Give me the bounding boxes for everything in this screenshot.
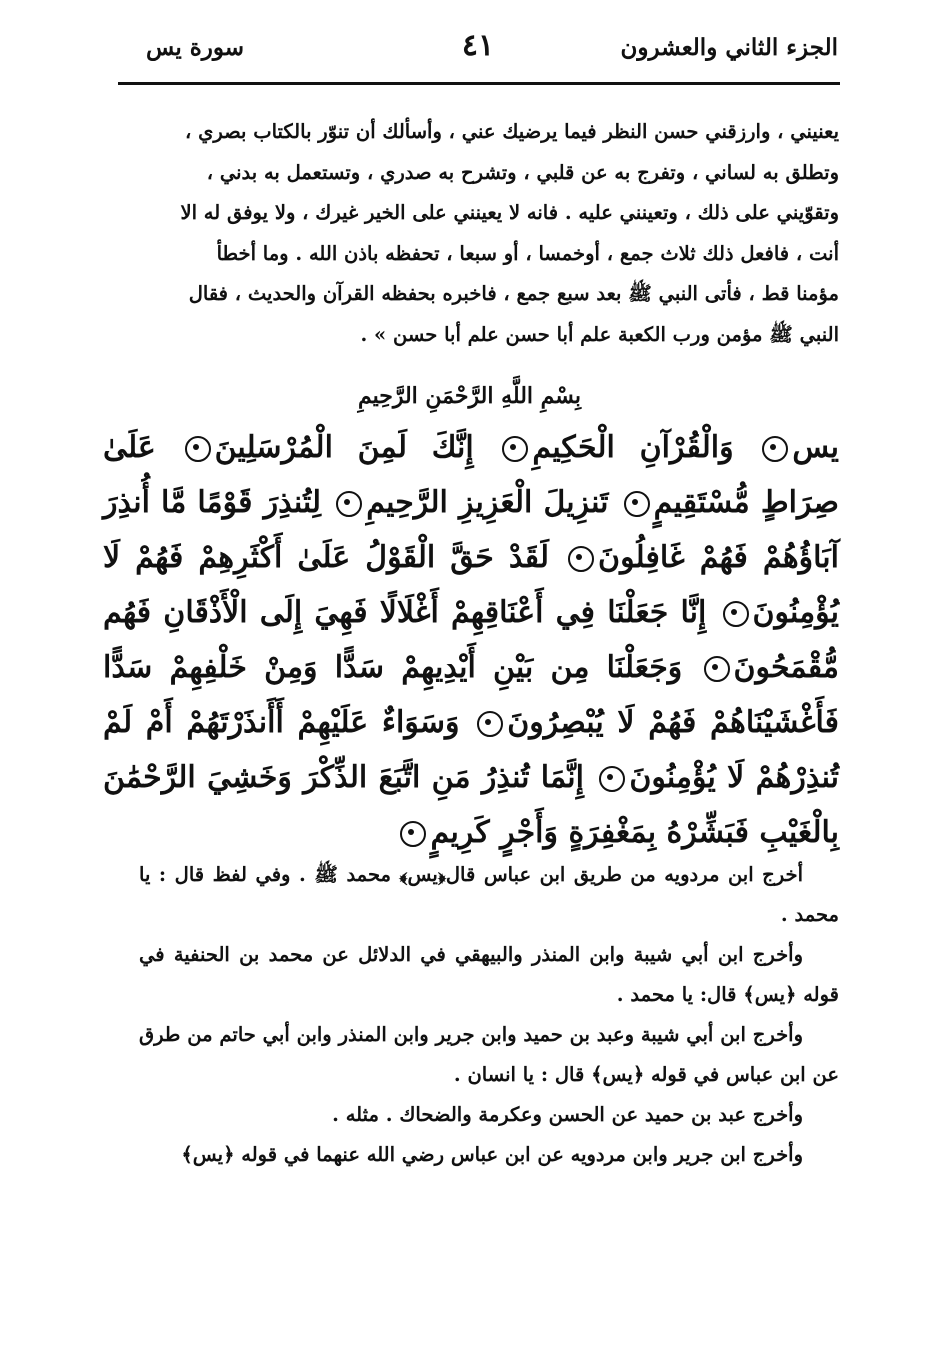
- text-line: يعنيني ، وارزقني حسن النظر فيما يرضيك عني ، وأسألك أن تنوّر بالكتاب بصري ،: [185, 120, 839, 143]
- ayah-text: وَجَعَلْنَا مِن بَيْنِ أَيْدِيهِمْ سَدًّا وَمِنْ خَلْفِهِمْ سَدًّا فَأَغْشَيْنَاهُمْ فَهُمْ لَا يُبْصِرُونَ: [103, 650, 840, 740]
- text-line: أنت ، فافعل ذلك ثلاث جمع ، أوخمسا ، أو سبعا ، تحفظه باذن الله . وما أخطأ: [216, 241, 839, 265]
- ayah-text: عَلَىٰ صِرَاطٍ مُّسْتَقِيمٍ: [103, 430, 839, 520]
- ayah-text: تَنزِيلَ الْعَزِيزِ الرَّحِيمِ: [366, 485, 609, 520]
- ayah-end-icon: [762, 436, 788, 462]
- ayah-text: يس: [792, 430, 839, 465]
- ayah-end-icon: [477, 711, 503, 737]
- commentary-paragraph: وأخرج عبد بن حميد عن الحسن وعكرمة والضحاك . مثله .: [332, 1103, 803, 1126]
- surah-title: سورة يس: [146, 34, 245, 61]
- ayah-end-icon: [502, 436, 528, 462]
- ayah-end-icon: [599, 766, 625, 792]
- ayah-text: إِنَّمَا تُنذِرُ مَنِ اتَّبَعَ الذِّكْرَ وَخَشِيَ الرَّحْمَٰنَ بِالْغَيْبِ فَبَشِّرْهُ بِمَغْفِرَةٍ وَأَجْرٍ كَرِيمٍ: [103, 760, 839, 850]
- ayah-end-icon: [723, 601, 749, 627]
- ayah-text: وَسَوَاءٌ عَلَيْهِمْ أَأَنذَرْتَهُمْ أَمْ لَمْ تُنذِرْهُمْ لَا يُؤْمِنُونَ: [103, 705, 839, 795]
- ayah-end-icon: [400, 821, 426, 847]
- page-header: [118, 28, 838, 74]
- basmala: بِسْمِ اللَّهِ الرَّحْمَنِ الرَّحِيمِ: [357, 383, 582, 409]
- text-line: مؤمنا قط ، فأتى النبي ﷺ بعد سبع جمع ، فاخبره بحفظه القرآن والحديث ، فقال: [188, 282, 839, 305]
- commentary-paragraph: وأخرج ابن أبي شيبة وابن المنذر والبيهقي في الدلائل عن محمد بن الحنفية في قوله ﴿يس﴾ قال: يا محمد .: [139, 943, 839, 1006]
- ayah-end-icon: [704, 656, 730, 682]
- commentary: [139, 855, 839, 1175]
- ayah-text: إِنَّكَ لَمِنَ الْمُرْسَلِينَ: [214, 430, 474, 465]
- text-line: وتطلق به لساني ، وتفرج به عن قلبي ، وتشرح به صدري ، وتستعمل به بدني ،: [206, 160, 839, 184]
- part-title: الجزء الثاني والعشرون: [620, 34, 838, 61]
- page-number: ٤١: [461, 28, 495, 63]
- header-rule: [118, 82, 840, 85]
- ayah-text: إِنَّا جَعَلْنَا فِي أَعْنَاقِهِمْ أَغْلَالًا فَهِيَ إِلَى الْأَذْقَانِ فَهُم مُّقْمَحُونَ: [103, 595, 839, 685]
- quran-verses: [103, 420, 839, 860]
- ayah-end-icon: [568, 546, 594, 572]
- commentary-paragraph: وأخرج ابن أبي شيبة وعبد بن حميد وابن جرير وابن المنذر وابن أبي حاتم من طرق عن ابن عباس في قوله ﴿يس﴾ قال : يا انسان .: [139, 1023, 839, 1086]
- text-line: النبي ﷺ مؤمن ورب الكعبة علم أبا حسن علم أبا حسن » .: [360, 322, 839, 346]
- ayah-end-icon: [185, 436, 211, 462]
- top-paragraph: [103, 112, 839, 355]
- ayah-text: لِتُنذِرَ قَوْمًا مَّا أُنذِرَ آبَاؤُهُمْ فَهُمْ غَافِلُونَ: [103, 485, 839, 575]
- commentary-paragraph: وأخرج ابن جرير وابن مردويه عن ابن عباس رضي الله عنهما في قوله ﴿يس﴾: [181, 1143, 803, 1166]
- commentary-paragraph: أخرج ابن مردويه من طريق ابن عباس قال﴿يس﴾ محمد ﷺ . وفي لفظ قال : يا محمد .: [139, 863, 839, 926]
- ayah-end-icon: [624, 491, 650, 517]
- ayah-text: وَالْقُرْآنِ الْحَكِيمِ: [532, 430, 734, 465]
- ayah-text: لَقَدْ حَقَّ الْقَوْلُ عَلَىٰ أَكْثَرِهِمْ فَهُمْ لَا يُؤْمِنُونَ: [103, 540, 839, 630]
- ayah-end-icon: [336, 491, 362, 517]
- text-line: وتقوّيني على ذلك ، وتعينني عليه . فانه لا يعينني على الخير غيرك ، ولا يوفق له الا: [180, 201, 839, 224]
